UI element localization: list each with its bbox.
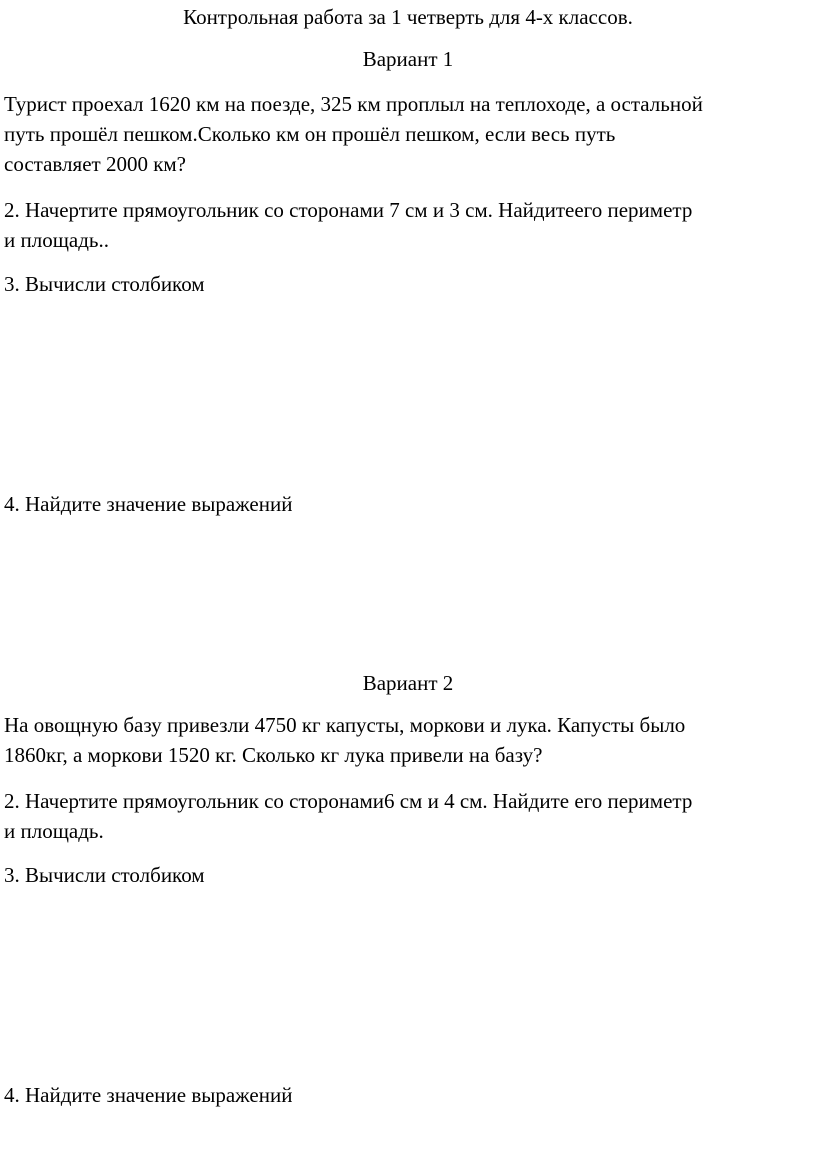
variant2-task4: 4. Найдите значение выражений <box>4 1083 293 1107</box>
variant2-heading: Вариант 2 <box>362 671 454 695</box>
variant2-task3: 3. Вычисли столбиком <box>4 863 205 887</box>
variant1-heading: Вариант 1 <box>362 47 454 71</box>
variant1-task3: 3. Вычисли столбиком <box>4 272 205 296</box>
variant2-task1-line2: 1860кг, а моркови 1520 кг. Сколько кг лука привели на базу? <box>4 743 543 767</box>
variant2-task2-line2: и площадь. <box>4 819 104 843</box>
variant2-task2-line1: 2. Начертите прямоугольник со сторонами6 см и 4 см. Найдите его периметр <box>4 789 693 813</box>
variant1-task4: 4. Найдите значение выражений <box>4 492 293 516</box>
variant1-task1-line2: путь прошёл пешком.Сколько км он прошёл пешком, если весь путь <box>4 122 616 146</box>
variant2-task1-line1: На овощную базу привезли 4750 кг капусты, моркови и лука. Капусты было <box>4 713 686 737</box>
variant1-task2-line2: и площадь.. <box>4 228 109 252</box>
variant1-task1-line3: составляет 2000 км? <box>4 152 187 176</box>
variant1-task2-line1: 2. Начертите прямоугольник со сторонами 7 см и 3 см. Найдитеего периметр <box>4 198 693 222</box>
variant1-task1-line1: Турист проехал 1620 км на поезде, 325 км проплыл на теплоходе, а остальной <box>4 92 703 116</box>
document-title: Контрольная работа за 1 четверть для 4-х классов. <box>183 5 633 29</box>
